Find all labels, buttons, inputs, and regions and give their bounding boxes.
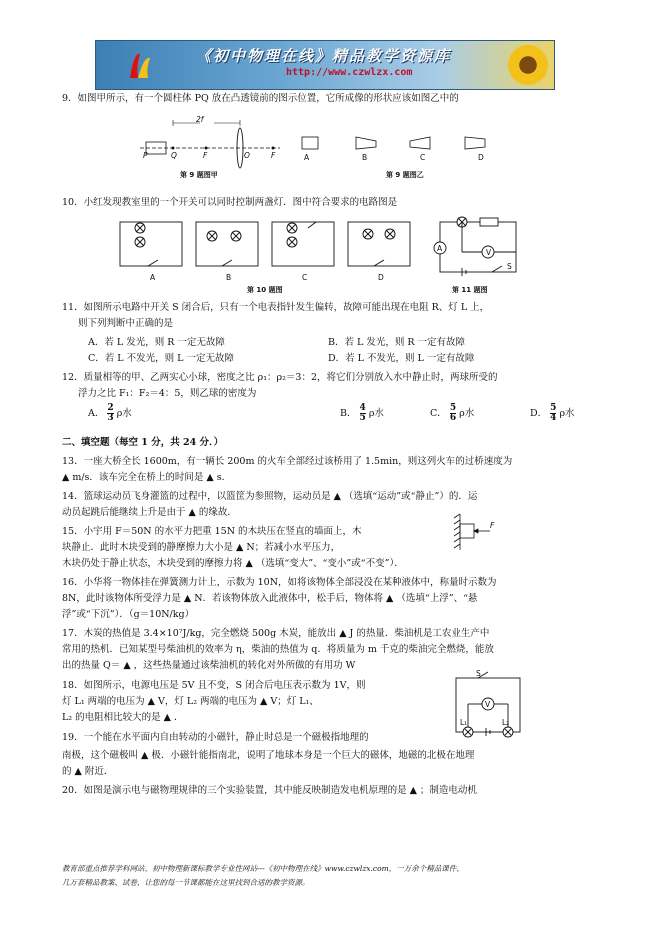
q12-opt-a: A． $\frac{2}{3}$ ρ水: [88, 403, 132, 423]
q18-label-s: S: [476, 669, 481, 678]
q11-opt-b: B．若 L 发光，则 R 一定有故障: [328, 337, 466, 348]
q11-label-v: V: [486, 248, 492, 257]
q9-opt-d: D: [478, 153, 484, 162]
q18-label-l2: L₂: [502, 718, 510, 727]
q13-line1: 13．一座大桥全长 1600m，有一辆长 200m 的火车全部经过该桥用了 1.5min，则这列火车的过桥速度为: [62, 456, 513, 467]
footer-line2: 几万套精品教案、试卷，让您的每一节课都能在这里找到合适的教学资源。: [62, 878, 310, 887]
q11-line2: 则下列判断中正确的是: [78, 318, 174, 329]
q10-opt-c: C: [302, 273, 308, 282]
q18-line3: L₂ 的电阻相比较大的是 ▲ ．: [62, 712, 184, 723]
q11-opt-c: C．若 L 不发光，则 L 一定无故障: [88, 353, 234, 364]
sunflower-image: [508, 45, 548, 85]
q17-line1: 17．木炭的热值是 3.4×10⁷J/kg，完全燃烧 500g 木炭，能放出 ▲ J 的热量．柴油机是工农业生产中: [62, 628, 490, 639]
q9-opt-b: B: [362, 153, 368, 162]
q18-label-l1: L₁: [460, 718, 468, 727]
q19-line2: 南极，这个磁极叫 ▲ 极．小磁针能指南北，说明了地球本身是一个巨大的磁体，地磁的北极在地理: [62, 750, 475, 761]
q15-label-f: F: [490, 521, 495, 530]
q17-line3: 出的热量 Q＝ ▲ ，这些热量通过该柴油机的转化对外所做的有用功 W: [62, 660, 356, 671]
q11-fig-caption: 第 11 题图: [452, 286, 488, 294]
q9-label-q: Q: [171, 151, 177, 160]
q9-options-diagram: [300, 135, 500, 160]
q12-opt-c: C． $\frac{5}{6}$ ρ水: [430, 403, 475, 423]
q10-circuits-diagram: [118, 214, 418, 274]
banner-url[interactable]: http://www.czwlzx.com: [286, 67, 413, 78]
q14-line2: 动员起跳后能继续上升是由于 ▲ 的缘故．: [62, 507, 237, 518]
banner-title: 《初中物理在线》精品教学资源库: [196, 47, 452, 65]
q12-opt-d: D． $\frac{5}{4}$ ρ水: [530, 403, 575, 423]
q9-lens-diagram: [140, 108, 280, 168]
q18-line1: 18．如图所示，电源电压是 5V 且不变，S 闭合后电压表示数为 1V，则: [62, 680, 366, 691]
q18-line2: 灯 L₁ 两端的电压为 ▲ V，灯 L₂ 两端的电压为 ▲ V；灯 L₁、: [62, 696, 319, 707]
q10-opt-d: D: [378, 273, 384, 282]
q10-opt-b: B: [226, 273, 232, 282]
q13-line2: ▲ m/s．该车完全在桥上的时间是 ▲ s．: [62, 472, 232, 483]
q9-fig-a-caption: 第 9 题图甲: [180, 171, 218, 179]
q15-line3: 木块仍处于静止状态，木块受到的摩擦力将 ▲ （选填“变大”、“变小”或“不变”）．: [62, 558, 404, 569]
q9-label-p: P: [143, 151, 148, 160]
q9-label-f2: F: [271, 151, 276, 160]
q12-line1: 12．质量相等的甲、乙两实心小球，密度之比 ρ₁：ρ₂＝3：2，将它们分别放入水中静止时，两球所受的: [62, 372, 498, 383]
q15-wall-diagram: [450, 512, 510, 552]
q17-line2: 常用的热机．已知某型号柴油机的效率为 η，柴油的热值为 q．将质量为 m 千克的柴油完全燃烧，能放: [62, 644, 494, 655]
q11-label-s: S: [507, 262, 512, 271]
q19-line3: 的 ▲ 附近．: [62, 766, 114, 777]
q14-line1: 14．篮球运动员飞身灌篮的过程中，以篮筐为参照物，运动员是 ▲ （选填“运动”或“静止”）的．运: [62, 491, 478, 502]
q18-label-v: V: [485, 700, 491, 709]
q16-line3: 浮”或“下沉”）．（g＝10N/kg）: [62, 609, 195, 620]
q11-opt-d: D．若 L 不发光，则 L 一定有故障: [328, 353, 475, 364]
logo-icon: [126, 48, 154, 82]
q20-line1: 20．如图是演示电与磁物理规律的三个实验装置，其中能反映制造发电机原理的是 ▲ ；制造电动机: [62, 785, 477, 796]
q9-opt-a: A: [304, 153, 310, 162]
header-banner: [95, 40, 555, 90]
q9-label-f1: F: [203, 151, 208, 160]
q10-text: 10．小红发现教室里的一个开关可以同时控制两盏灯．图中符合要求的电路图是: [62, 197, 398, 208]
section-2-heading: 二、填空题（每空 1 分，共 24 分．）: [62, 437, 224, 448]
q10-opt-a: A: [150, 273, 156, 282]
q16-line2: 8N，此时该物体所受浮力是 ▲ N．若该物体放入此液体中，松手后，物体将 ▲ （选填“上浮”、“悬: [62, 593, 478, 604]
q19-line1: 19．一个能在水平面内自由转动的小磁针，静止时总是一个磁极指地理的: [62, 732, 369, 743]
q11-label-a: A: [437, 244, 443, 253]
q15-line1: 15．小宇用 F＝50N 的水平力把重 15N 的木块压在竖直的墙面上，木: [62, 526, 362, 537]
q16-line1: 16．小华将一物体挂在弹簧测力计上，示数为 10N，如将该物体全部浸没在某种液体中，称量时示数为: [62, 577, 497, 588]
q9-text: 9．如图甲所示，有一个圆柱体 PQ 放在凸透镜前的图示位置，它所成像的形状应该如图乙中的: [62, 93, 459, 104]
q11-line1: 11．如图所示电路中开关 S 闭合后，只有一个电表指针发生偏转，故障可能出现在电阻 R、灯 L 上，: [62, 302, 490, 313]
q9-label-o: O: [244, 151, 250, 160]
q15-line2: 块静止．此时木块受到的静摩擦力大小是 ▲ N；若减小水平压力，: [62, 542, 341, 553]
q9-opt-c: C: [420, 153, 426, 162]
q11-opt-a: A．若 L 发光，则 R 一定无故障: [88, 337, 225, 348]
q10-fig-caption: 第 10 题图: [247, 286, 283, 294]
q12-line2: 浮力之比 F₁：F₂＝4：5，则乙球的密度为: [78, 388, 257, 399]
q9-fig-b-caption: 第 9 题图乙: [386, 171, 424, 179]
q9-label-2f: 2f: [196, 115, 204, 124]
footer-line1: 教育部重点推荐学科网站、初中物理新课标教学专业性网站---《初中物理在线》www.czwlzx.com，一万余个精品课件、: [62, 864, 464, 873]
q12-opt-b: B． $\frac{4}{5}$ ρ水: [340, 403, 384, 423]
